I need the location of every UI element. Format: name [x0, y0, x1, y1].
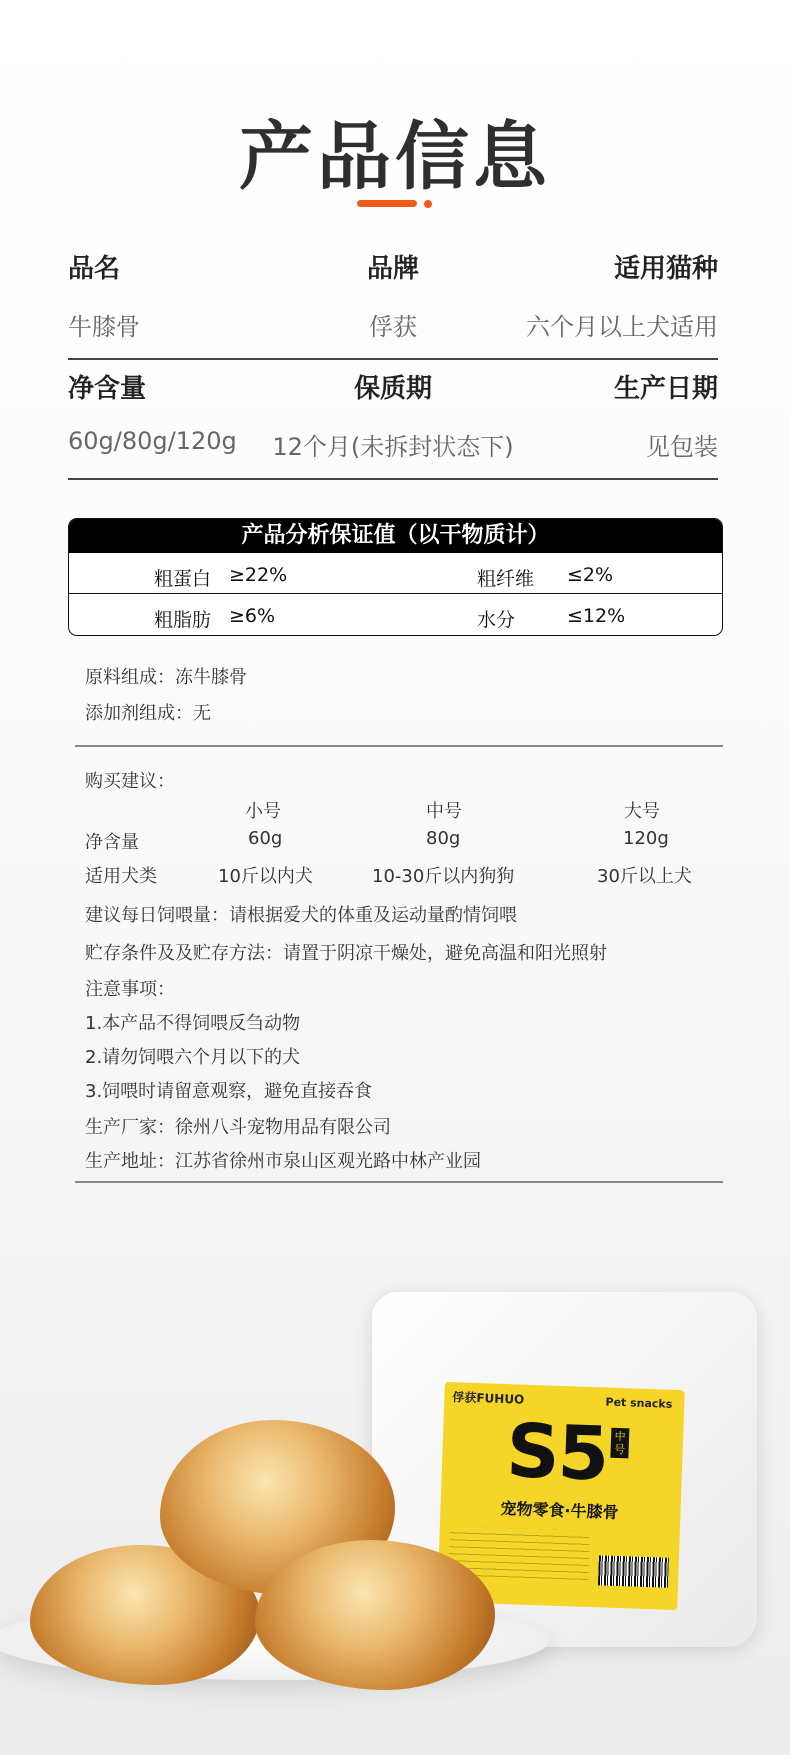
caution-item: 3.饲喂时请留意观察，避免直接吞食 [85, 1081, 373, 1102]
analysis-item-name: 粗纤维 [477, 568, 535, 590]
caution-item: 2.请勿饲喂六个月以下的犬 [85, 1047, 301, 1068]
analysis-item-name: 粗蛋白 [154, 568, 212, 590]
purchase-title: 购买建议： [85, 771, 175, 792]
dog-large: 30斤以上犬 [597, 866, 692, 887]
info-label: 品名 [68, 254, 121, 284]
divider [75, 745, 723, 747]
feeding-note: 建议每日饲喂量：请根据爱犬的体重及运动量酌情饲喂 [85, 905, 517, 926]
additives: 添加剂组成：无 [85, 703, 211, 724]
info-label: 品牌 [366, 254, 419, 284]
info-label: 保质期 [353, 374, 432, 404]
storage-note: 贮存条件及及贮存方法：请置于阴凉干燥处，避免高温和阳光照射 [85, 943, 607, 964]
net-large: 120g [623, 828, 669, 849]
info-value: 60g/80g/120g [68, 427, 237, 455]
caution-title: 注意事项： [85, 979, 175, 1000]
net-small: 60g [248, 828, 283, 849]
package-brand: 俘获FUHUO [452, 1390, 525, 1407]
title-underline [357, 200, 417, 207]
divider [75, 1181, 723, 1183]
size-small: 小号 [245, 801, 281, 822]
address: 生产地址：江苏省徐州市泉山区观光路中林产业园 [85, 1151, 481, 1172]
analysis-item-name: 水分 [477, 609, 516, 631]
maker: 生产厂家：徐州八斗宠物用品有限公司 [85, 1117, 391, 1138]
analysis-item-value: ≥6% [229, 605, 276, 627]
analysis-header: 产品分析保证值（以干物质计） [69, 519, 722, 553]
analysis-row [69, 594, 722, 635]
dog-medium: 10-30斤以内狗狗 [372, 866, 515, 887]
size-medium: 中号 [426, 801, 462, 822]
analysis-item-name: 粗脂肪 [154, 609, 212, 631]
net-medium: 80g [426, 828, 461, 849]
page-title: 产品信息 [239, 114, 551, 200]
title-dot [424, 200, 432, 208]
info-production-date [614, 368, 718, 462]
info-row-2 [68, 360, 718, 480]
ingredients: 原料组成：冻牛膝骨 [85, 667, 247, 688]
info-label: 生产日期 [613, 374, 718, 404]
analysis-item-value: ≤12% [567, 605, 626, 627]
info-label: 净含量 [68, 374, 147, 404]
info-breed [526, 248, 718, 342]
caution-item: 1.本产品不得饲喂反刍动物 [85, 1013, 301, 1034]
package-subtitle: 宠物零食·牛膝骨 [500, 1498, 619, 1523]
info-value: 六个月以上犬适用 [526, 313, 718, 341]
package-size: 中号 [610, 1428, 629, 1459]
analysis-item-value: ≤2% [567, 564, 614, 586]
dog-small: 10斤以内犬 [218, 866, 313, 887]
info-value: 12个月(未拆封状态下) [272, 433, 514, 461]
net-label: 净含量 [85, 832, 139, 853]
analysis-table [68, 518, 723, 636]
info-value: 牛膝骨 [68, 313, 140, 341]
info-value: 俘获 [369, 313, 417, 341]
info-value: 见包装 [646, 433, 718, 461]
barcode-icon [598, 1555, 669, 1587]
bone-image [255, 1540, 495, 1690]
package-pet-snacks: Pet snacks [605, 1395, 673, 1411]
info-row-1 [68, 240, 718, 360]
analysis-item-value: ≥22% [229, 564, 288, 586]
dog-label: 适用犬类 [85, 866, 157, 887]
package-model: S5 [505, 1408, 609, 1498]
size-large: 大号 [624, 801, 660, 822]
info-label: 适用猫种 [613, 254, 718, 284]
analysis-row [69, 553, 722, 594]
